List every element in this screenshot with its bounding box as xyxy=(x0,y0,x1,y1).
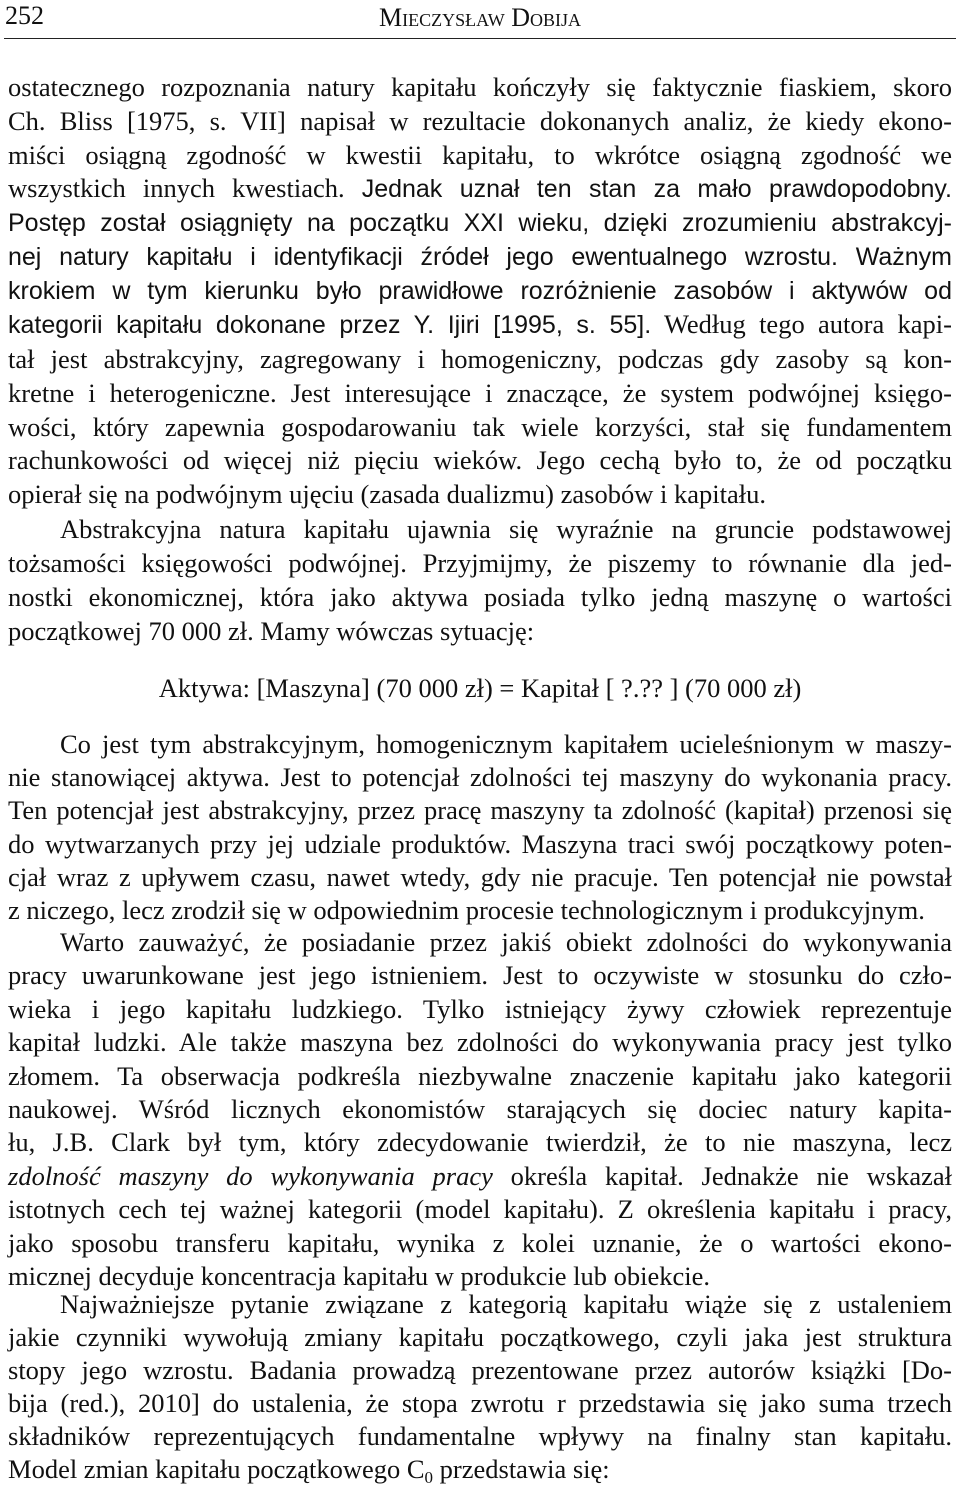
text-segment: kategorii kapitału dokonane przez Y. Ijiri [1995, s. 55]. xyxy=(8,311,652,340)
text-line: Ch. Bliss [1975, s. VII] napisał w rezultacie dokonanych analiz, że kiedy ekono- xyxy=(8,105,952,136)
text-line: istotnych cech tej ważnej kategorii (model kapitału). Z określenia kapitału i pracy, xyxy=(8,1194,952,1225)
text-line: początkowej 70 000 zł. Mamy wówczas sytuację: xyxy=(8,616,535,646)
text-line: kapitał ludzki. Ale także maszyna bez zdolności do wykonywania pracy jest tylko xyxy=(8,1027,952,1058)
text-line: składników reprezentujących fundamentalne wpływy na finalny stan kapitału. xyxy=(8,1421,952,1451)
text-line: Najważniejsze pytanie związane z kategorią kapitału wiąże się z ustaleniem xyxy=(60,1289,952,1319)
equation: Aktywa: [Maszyna] (70 000 zł) = Kapitał [ ?.?? ] (70 000 zł) xyxy=(158,673,802,703)
text-line: pracy uwarunkowane jest jego istnieniem. Jest to oczywiste w stosunku do czło- xyxy=(8,960,952,991)
paragraph xyxy=(8,512,952,648)
text-line: Warto zauważyć, że posiadanie przez jakiś obiekt zdolności do wykonywania xyxy=(60,927,952,957)
subscript: 0 xyxy=(424,1468,434,1487)
text-line: miści osiągną zgodność w kwestii kapitału, to wkrótce osiągną zgodność we xyxy=(8,139,952,170)
text-line: Ten potencjał jest abstrakcyjny, przez pracę maszyny ta zdolność (kapitał) przenosi się xyxy=(8,795,952,826)
text-line: tał jest abstrakcyjny, zagregowany i homogeniczny, podczas gdy zasoby są kon- xyxy=(8,344,952,374)
text-segment: Model zmian kapitału początkowego C xyxy=(8,1454,425,1484)
text-line: krokiem w tym kierunku było prawidłowe rozróżnienie zasobów i aktywów od xyxy=(8,276,952,305)
text-segment: przedstawia się: xyxy=(439,1454,610,1484)
text-line: wieka i jego kapitału ludzkiego. Tylko istniejący żywy człowiek reprezentuje xyxy=(8,993,952,1024)
author-first-name: mieczysław xyxy=(379,3,505,32)
text-line xyxy=(8,1160,952,1193)
text-line: rachunkowości od więcej niż pięciu wieków. Jego cechą było to, że od początku xyxy=(8,445,952,476)
text-line: cjał wraz z upływem czasu, nawet wtedy, gdy nie pracuje. Ten potencjał nie powstał xyxy=(8,861,952,892)
text-line: Postęp został osiągnięty na początku XXI wieku, dzięki zrozumieniu abstrakcyj- xyxy=(8,209,952,237)
paragraph xyxy=(8,926,952,1293)
text-line: opierał się na podwójnym ujęciu (zasada dualizmu) zasobów i kapitału. xyxy=(8,479,766,509)
text-line: z niczego, lecz zrodził się w odpowiednim procesie technologicznym i produkcyjnym. xyxy=(8,895,925,926)
author-name xyxy=(0,3,960,33)
text-line: Abstrakcyjna natura kapitału ujawnia się wyraźnie na gruncie podstawowej xyxy=(60,514,952,544)
text-line xyxy=(8,1453,952,1486)
text-line: stopy jego wzrostu. Badania prowadzą prezentowane przez autorów książki [Do- xyxy=(8,1355,952,1385)
text-line: łu, J.B. Clark był tym, który zdecydowanie twierdził, że to nie maszyna, lecz xyxy=(8,1127,952,1158)
text-line: nie stanowiącej aktywa. Jest to potencjał zdolności tej maszyny do wykonania pracy. xyxy=(8,762,952,793)
text-line xyxy=(8,308,952,343)
text-line: jako sposobu transferu kapitału, wynika z kolei uznanie, że o wartości ekono- xyxy=(8,1227,952,1258)
text-segment: Jednak uznał ten stan za mało prawdopodobny. xyxy=(361,175,952,204)
page-number: 252 xyxy=(5,1,44,30)
text-segment: Według tego autora kapi- xyxy=(664,309,952,340)
text-line: nej natury kapitału i identyfikacji źródeł jego ewentualnego wzrostu. Ważnym xyxy=(8,242,952,271)
text-line: tożsamości księgowości podwójnej. Przyjmijmy, że piszemy to równanie dla jed- xyxy=(8,548,952,578)
text-line: ostatecznego rozpoznania natury kapitału kończyły się faktycznie fiaskiem, skoro xyxy=(8,72,952,102)
paragraph xyxy=(8,1288,952,1486)
text-line: nostki ekonomicznej, która jako aktywa posiada tylko jedną maszynę o wartości xyxy=(8,582,952,612)
paragraph xyxy=(8,728,952,927)
header-rule xyxy=(4,38,956,39)
text-line xyxy=(8,172,952,207)
text-segment: wszystkich innych kwestiach. xyxy=(8,173,345,204)
text-segment: określa kapitał. Jednakże nie wskazał xyxy=(510,1160,952,1191)
text-line: micznej decyduje koncentracja kapitału w produkcie lub obiekcie. xyxy=(8,1261,710,1292)
italic-phrase: zdolność maszyny do wykonywania pracy xyxy=(8,1160,493,1191)
text-line: do wytwarzanych przy jej udziale produktów. Maszyna traci swój początkowy poten- xyxy=(8,828,952,859)
text-line: Co jest tym abstrakcyjnym, homogenicznym kapitałem ucieleśnionym w maszy- xyxy=(60,729,952,759)
text-line: kretne i heterogeniczne. Jest interesujące i znaczące, że system podwójnej księgo- xyxy=(8,377,952,408)
author-last-name: dobija xyxy=(511,3,581,32)
text-line: jakie czynniki wywołują zmiany kapitału początkowego, czyli jaka jest struktura xyxy=(8,1322,952,1352)
text-line: naukowej. Wśród licznych ekonomistów starających się dociec natury kapita- xyxy=(8,1094,952,1125)
paragraph xyxy=(8,71,952,512)
text-line: wości, który zapewnia gospodarowaniu tak wiele korzyści, stał się fundamentem xyxy=(8,411,952,442)
text-line: złomem. Ta obserwacja podkreśla niezbywalne znaczenie kapitału jako kategorii xyxy=(8,1060,952,1091)
text-line: bija (red.), 2010] do ustalenia, że stopa zwrotu r przedstawia się jako suma trzech xyxy=(8,1388,952,1418)
